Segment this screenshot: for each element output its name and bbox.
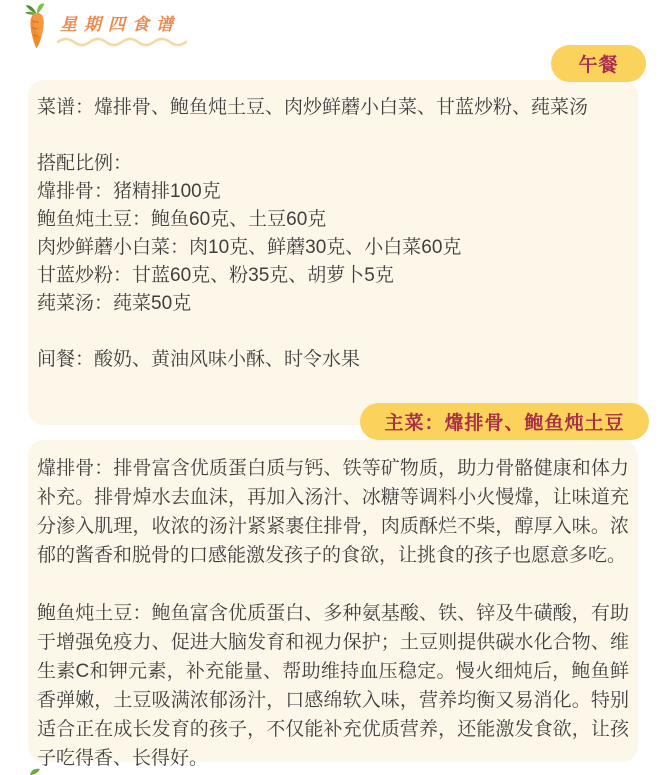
carrot-icon — [23, 2, 51, 50]
ratio-title: 搭配比例： — [37, 153, 133, 174]
ratio-line-ribs: 㸆排骨：猪精排100克 — [37, 181, 221, 202]
ratio-line-abalone-potato: 鲍鱼炖土豆：鲍鱼60克、土豆60克 — [37, 209, 327, 230]
menu-line: 菜谱：㸆排骨、鲍鱼炖土豆、肉炒鲜蘑小白菜、甘蓝炒粉、莼菜汤 — [37, 97, 589, 118]
page-title: 星期四食谱 — [60, 15, 180, 34]
dish-description-ribs: 㸆排骨：排骨富含优质蛋白质与钙、铁等矿物质，助力骨骼健康和体力补充。排骨焯水去血沫，再加入汤汁、冰糖等调料小火慢㸆，让味道充分渗入肌理，收浓的汤汁紧紧裹住排骨，肉质酥烂不柴，醇厚入味。浓郁的酱香和脱骨的口感能激发孩子的食欲，让挑食的孩子也愿意多吃。 — [37, 458, 629, 566]
main-dish-badge: 主菜：㸆排骨、鲍鱼炖土豆 — [360, 403, 649, 440]
wavy-underline — [57, 34, 189, 48]
spacer-line — [37, 122, 629, 150]
dish-description-abalone-potato: 鲍鱼炖土豆：鲍鱼富含优质蛋白、多种氨基酸、铁、锌及牛磺酸，有助于增强免疫力、促进大脑发育和视力保护；土豆则提供碳水化合物、维生素C和钾元素，补充能量、帮助维持血压稳定。慢火细炖后，鲍鱼鲜香弹嫩，土豆吸满浓郁汤汁，口感绵软入味，营养均衡又易消化。特别适合正在成长发育的孩子，不仅能补充优质营养，还能激发食欲，让孩子吃得香、长得好。 — [37, 603, 629, 769]
lunch-badge: 午餐 — [551, 45, 646, 82]
ratio-line-soup: 莼菜汤：莼菜50克 — [37, 293, 192, 314]
spacer-line — [37, 318, 629, 346]
ratio-line-pork-mushroom-cabbage: 肉炒鲜蘑小白菜：肉10克、鲜蘑30克、小白菜60克 — [37, 237, 462, 258]
ratio-line-kale-noodles: 甘蓝炒粉：甘蓝60克、粉35克、胡萝卜5克 — [37, 265, 394, 286]
main-dish-panel — [28, 440, 638, 769]
snack-line: 间餐：酸奶、黄油风味小酥、时令水果 — [37, 349, 361, 370]
lunch-panel — [28, 80, 638, 425]
